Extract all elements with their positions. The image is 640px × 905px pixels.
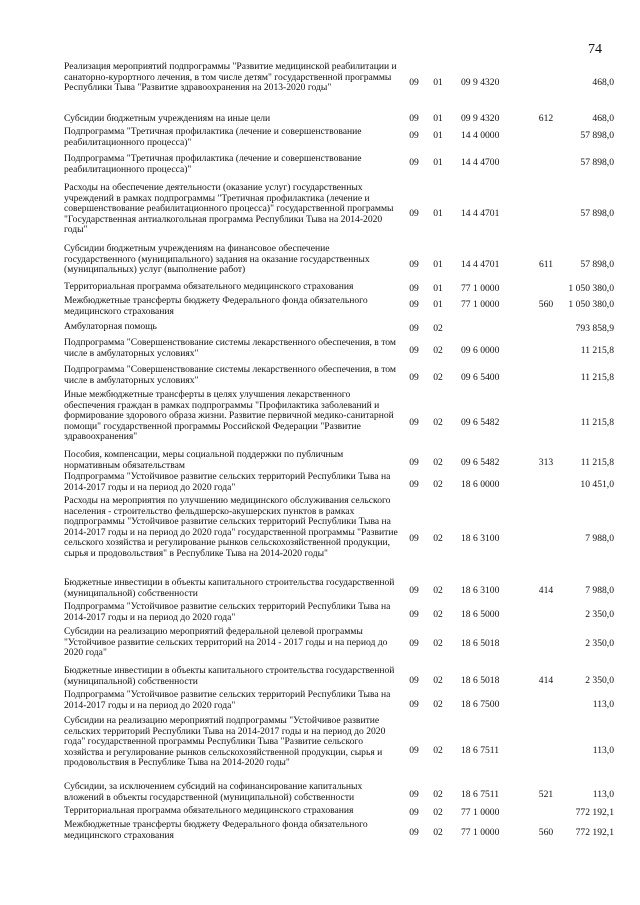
row-target-code: 77 1 0000 (461, 299, 500, 310)
row-amount: 2 350,0 (585, 609, 614, 620)
row-name: Подпрограмма "Устойчивое развитие сельских территорий Республики Тыва на 2014-2017 годы и на период до 2020 года" (64, 471, 391, 493)
row-name: Иные межбюджетные трансферты в целях улучшения лекарственного обеспечения граждан в рамках подпрограммы "Профилактика заболеваний и формирование здорового образа жизни. Развитие первичной медико-санитарной помощи" государственной программы Российской Федерации "Развитие здравоохранения" (64, 389, 394, 443)
row-section: 09 (409, 745, 419, 756)
row-section: 09 (409, 827, 419, 838)
row-section: 09 (409, 789, 419, 800)
row-subsection: 01 (433, 259, 443, 270)
row-section: 09 (409, 345, 419, 356)
row-subsection: 02 (433, 345, 443, 356)
row-amount: 1 050 380,0 (568, 299, 614, 310)
row-name: Территориальная программа обязательного медицинского страхования (64, 805, 354, 816)
row-target-code: 14 4 4700 (461, 157, 500, 168)
row-target-code: 18 6 5018 (461, 675, 500, 686)
row-section: 09 (409, 807, 419, 818)
row-subsection: 02 (433, 457, 443, 468)
row-target-code: 09 6 5482 (461, 417, 500, 428)
row-subsection: 01 (433, 208, 443, 219)
row-section: 09 (409, 157, 419, 168)
row-amount: 57 898,0 (580, 259, 614, 270)
row-amount: 468,0 (592, 77, 614, 88)
row-subsection: 01 (433, 157, 443, 168)
row-subsection: 01 (433, 299, 443, 310)
row-target-code: 18 6 3100 (461, 533, 500, 544)
row-target-code: 18 6 7511 (461, 745, 500, 756)
row-target-code: 18 6 7500 (461, 699, 500, 710)
row-subsection: 02 (433, 533, 443, 544)
row-target-code: 09 6 0000 (461, 345, 500, 356)
row-target-code: 18 6 7511 (461, 789, 500, 800)
row-subsection: 01 (433, 130, 443, 141)
row-name: Территориальная программа обязательного медицинского страхования (64, 281, 354, 292)
row-subsection: 02 (433, 585, 443, 596)
row-target-code: 14 4 4701 (461, 259, 500, 270)
row-subsection: 02 (433, 807, 443, 818)
row-section: 09 (409, 533, 419, 544)
row-target-code: 77 1 0000 (461, 807, 500, 818)
row-name: Расходы на обеспечение деятельности (оказание услуг) государственных учреждений в рамках подпрограммы "Третичная профилактика (лечение и совершенствование реабилитационного процесса)" государственной программы "Государственная антиалкогольная программа Республики Тыва на 2014-2020 годы" (64, 182, 394, 236)
row-name: Подпрограмма "Устойчивое развитие сельских территорий Республики Тыва на 2014-2017 годы и на период до 2020 года" (64, 689, 391, 711)
row-section: 09 (409, 457, 419, 468)
row-amount: 57 898,0 (580, 157, 614, 168)
row-section: 09 (409, 699, 419, 710)
row-amount: 772 192,1 (575, 807, 614, 818)
row-name: Межбюджетные трансферты бюджету Федерального фонда обязательного медицинского страхования (64, 819, 368, 841)
row-name: Бюджетные инвестиции в объекты капитального строительства государственной (муниципальной) собственности (64, 577, 395, 599)
row-amount: 2 350,0 (585, 638, 614, 649)
row-target-code: 18 6 5018 (461, 638, 500, 649)
row-amount: 11 215,8 (580, 457, 614, 468)
row-section: 09 (409, 283, 419, 294)
row-subsection: 02 (433, 827, 443, 838)
row-section: 09 (409, 372, 419, 383)
row-amount: 7 988,0 (585, 533, 614, 544)
row-name: Подпрограмма "Совершенствование системы лекарственного обеспечения, в том числе в амбулаторных условиях" (64, 364, 396, 386)
row-amount: 11 215,8 (580, 345, 614, 356)
row-target-code: 77 1 0000 (461, 827, 500, 838)
row-amount: 1 050 380,0 (568, 283, 614, 294)
row-section: 09 (409, 609, 419, 620)
row-amount: 57 898,0 (580, 208, 614, 219)
row-subsection: 02 (433, 609, 443, 620)
row-section: 09 (409, 323, 419, 334)
row-subsection: 02 (433, 638, 443, 649)
row-target-code: 09 9 4320 (461, 113, 500, 124)
row-target-code: 09 6 5482 (461, 457, 500, 468)
row-section: 09 (409, 113, 419, 124)
row-name: Подпрограмма "Устойчивое развитие сельских территорий Республики Тыва на 2014-2017 годы и на период до 2020 года" (64, 601, 391, 623)
row-section: 09 (409, 299, 419, 310)
row-name: Субсидии бюджетным учреждениям на иные цели (64, 113, 271, 124)
row-target-code: 77 1 0000 (461, 283, 500, 294)
row-target-code: 14 4 4701 (461, 208, 500, 219)
row-subsection: 01 (433, 77, 443, 88)
row-amount: 10 451,0 (580, 479, 614, 490)
row-amount: 113,0 (592, 745, 614, 756)
row-subsection: 02 (433, 479, 443, 490)
row-name: Межбюджетные трансферты бюджету Федерального фонда обязательного медицинского страхования (64, 295, 368, 317)
row-amount: 793 858,9 (575, 323, 614, 334)
row-subsection: 02 (433, 417, 443, 428)
row-subsection: 02 (433, 789, 443, 800)
row-name: Субсидии на реализацию мероприятий подпрограммы "Устойчивое развитие сельских территорий Республики Тыва на 2014-2017 годы и на период до 2020 года" государственной программы Республики Тыва "Развитие сельского хозяйства и регулирование рынков сельскохозяйственной продукции, сырья и продовольствия в Республике Тыва на 2014-2020 годы" (64, 715, 386, 769)
row-expense-type: 560 (538, 299, 554, 310)
row-section: 09 (409, 208, 419, 219)
row-expense-type: 414 (538, 585, 554, 596)
row-name: Подпрограмма "Третичная профилактика (лечение и совершенствование реабилитационного процесса)" (64, 153, 362, 175)
row-expense-type: 313 (538, 457, 554, 468)
row-subsection: 01 (433, 283, 443, 294)
row-name: Подпрограмма "Совершенствование системы лекарственного обеспечения, в том числе в амбулаторных условиях" (64, 337, 396, 359)
row-subsection: 02 (433, 372, 443, 383)
row-section: 09 (409, 585, 419, 596)
row-name: Реализация мероприятий подпрограммы "Развитие медицинской реабилитации и санаторно-курортного лечения, в том числе детям" государственной программы Республики Тыва "Развитие здравоохранения на 2013-2020 годы" (64, 61, 397, 94)
row-target-code: 18 6 3100 (461, 585, 500, 596)
row-amount: 113,0 (592, 699, 614, 710)
row-name: Подпрограмма "Третичная профилактика (лечение и совершенствование реабилитационного процесса)" (64, 126, 362, 148)
row-section: 09 (409, 259, 419, 270)
row-name: Субсидии на реализацию мероприятий федеральной целевой программы "Устойчивое развитие сельских территорий на 2014 - 2017 годы и на период до 2020 года" (64, 626, 388, 659)
row-target-code: 14 4 0000 (461, 130, 500, 141)
row-expense-type: 611 (538, 259, 554, 270)
row-subsection: 02 (433, 323, 443, 334)
row-section: 09 (409, 130, 419, 141)
row-subsection: 01 (433, 113, 443, 124)
page-number: 74 (588, 42, 602, 57)
row-name: Расходы на мероприятия по улучшению медицинского обслуживания сельского населения - строительство фельдшерско-акушерских пунктов в рамках подпрограммы "Устойчивое развитие сельских территорий Республики Тыва на 2014-2017 годы и на период до 2020 года" государственной программы "Развитие сельского хозяйства и регулирование рынков сельскохозяйственной продукции, сырья и продовольствия" в Республике Тыва на 2014-2020 годы" (64, 495, 398, 559)
row-amount: 7 988,0 (585, 585, 614, 596)
row-target-code: 18 6 0000 (461, 479, 500, 490)
row-amount: 468,0 (592, 113, 614, 124)
row-amount: 2 350,0 (585, 675, 614, 686)
row-amount: 113,0 (592, 789, 614, 800)
row-expense-type: 521 (538, 789, 554, 800)
row-expense-type: 414 (538, 675, 554, 686)
row-subsection: 02 (433, 675, 443, 686)
row-expense-type: 612 (538, 113, 554, 124)
row-amount: 772 192,1 (575, 827, 614, 838)
row-section: 09 (409, 417, 419, 428)
row-section: 09 (409, 479, 419, 490)
row-amount: 11 215,8 (580, 372, 614, 383)
row-name: Амбулаторная помощь (64, 321, 157, 332)
row-target-code: 18 6 5000 (461, 609, 500, 620)
row-target-code: 09 6 5400 (461, 372, 500, 383)
row-subsection: 02 (433, 745, 443, 756)
row-amount: 11 215,8 (580, 417, 614, 428)
row-name: Пособия, компенсации, меры социальной поддержки по публичным нормативным обязательствам (64, 449, 344, 471)
row-name: Бюджетные инвестиции в объекты капитального строительства государственной (муниципальной) собственности (64, 665, 395, 687)
row-amount: 57 898,0 (580, 130, 614, 141)
row-expense-type: 560 (538, 827, 554, 838)
row-section: 09 (409, 638, 419, 649)
row-name: Субсидии бюджетным учреждениям на финансовое обеспечение государственного (муниципального) задания на оказание государственных (муниципальных) услуг (выполнение работ) (64, 243, 370, 276)
row-target-code: 09 9 4320 (461, 77, 500, 88)
row-name: Субсидии, за исключением субсидий на софинансирование капитальных вложений в объекты государственной (муниципальной) собственности (64, 781, 363, 803)
row-section: 09 (409, 77, 419, 88)
row-section: 09 (409, 675, 419, 686)
row-subsection: 02 (433, 699, 443, 710)
